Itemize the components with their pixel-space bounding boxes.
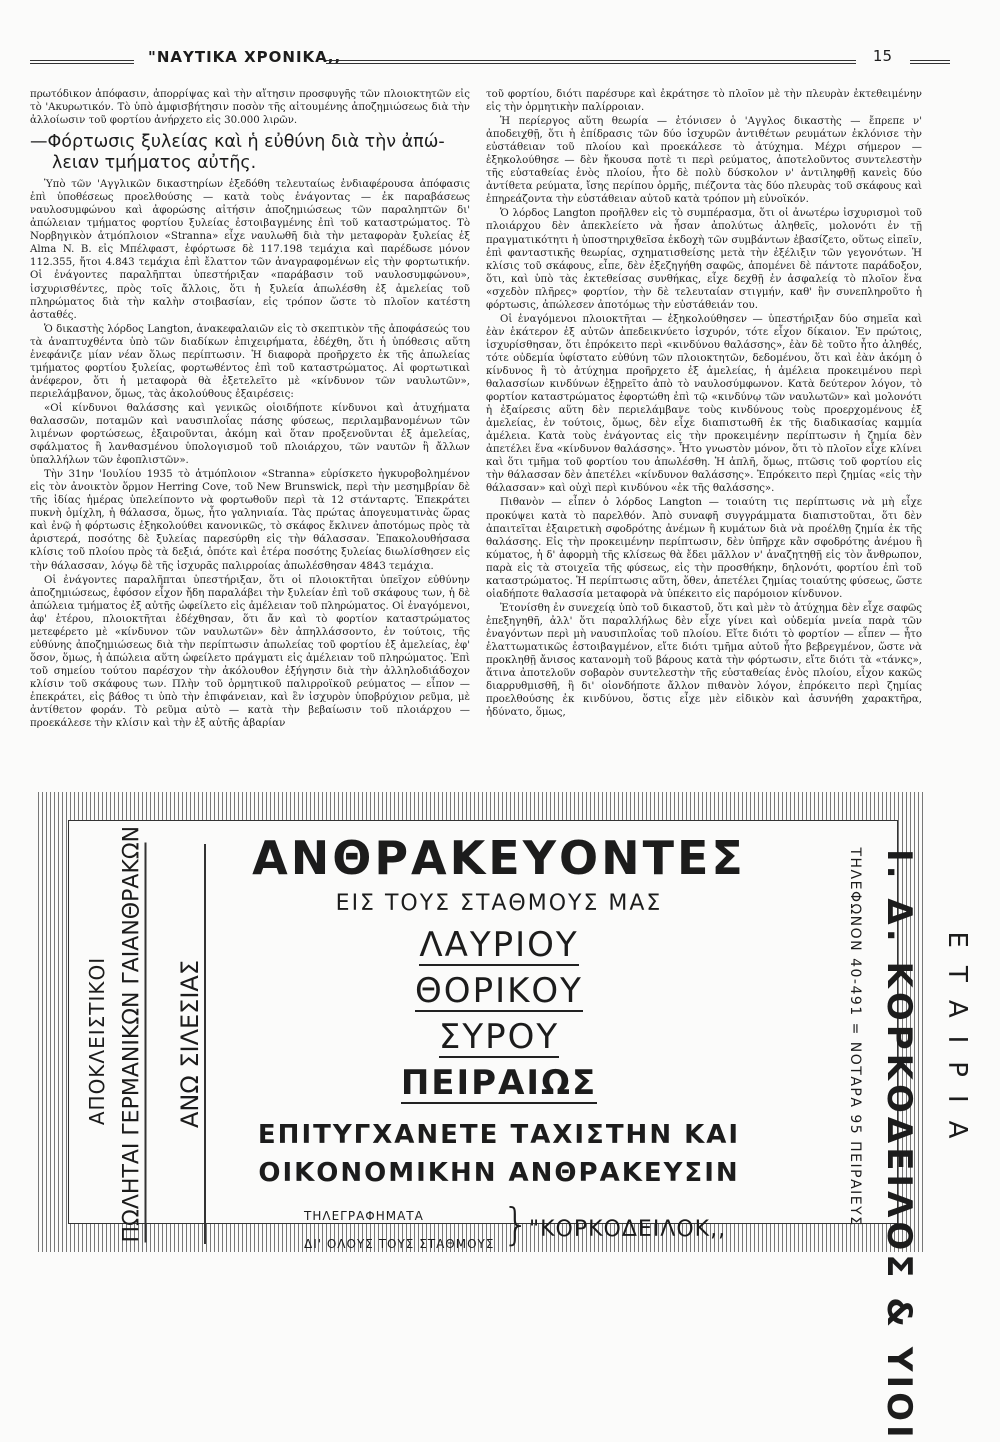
ad-place-1: ΛΑΥΡΙΟΥ xyxy=(419,925,579,965)
left-paragraph-3: «Οἱ κίνδυνοι θαλάσσης καὶ γενικῶς οἱοιδήποτε κίνδυνοι καὶ ἀτυχήματα θαλασσῶν, ποταμῶν καὶ ναυσιπλοΐας πάσης φύσεως, περιλαμβανομένων τῶν λιμένων φορτώσεως, ἐξαιροῦνται, ἀκόμη καὶ ὅταν προξενοῦνται ἐξ ἀμελείας, σφάλματος ἢ λανθασμένου ὑπολογισμοῦ τοῦ πλοιάρχου, τῶν ναυτῶν ἢ ἄλλων ὑπαλλήλων τῶν ἐφοπλιστῶν». xyxy=(30,402,470,467)
ad-left-vertical-2: ΠΩΛΗΤΑΙ ΓΕΡΜΑΝΙΚΩΝ ΓΑΙΑΝΘΡΑΚΩΝ xyxy=(119,825,145,1243)
ad-slogan-2: ΟΙΚΟΝΟΜΙΚΗΝ ΑΝΘΡΑΚΕΥΣΙΝ xyxy=(258,1158,740,1188)
ad-center-block xyxy=(244,821,754,1251)
header-rule-right xyxy=(326,60,856,64)
ad-brace: } xyxy=(502,1199,530,1250)
ad-left-vertical-1: ΑΠΟΚΛΕΙΣΤΙΚΟΙ xyxy=(85,956,109,1126)
left-paragraph-2: Ὁ δικαστὴς λόρδος Langton, ἀνακεφαλαιῶν εἰς τὸ σκεπτικὸν τῆς ἀποφάσεώς του τὰ ἀναπτυχθέντα ὑπὸ τῶν διαδίκων ἐπιχειρήματα, ἐδέχθη, ὅτι ἡ ὑπόθεσις αὕτη ἐνεφάνιζε μίαν νέαν ὅλως περίπτωσιν. Ἡ διαφορὰ προῆρχετο ἐκ τῆς ἀπωλείας τμήματος φορτίου ξυλείας, φορτωθέντος ἐπὶ τοῦ καταστρώματος. Αἱ φορτωτικαὶ ἀνέφερον, ὅτι ἡ μεταφορὰ θὰ ἐξετελεῖτο μὲ «κίνδυνον τῶν ναυλωτῶν», περιελάμβανον, ὅμως, τὰς ἀκολούθους ἐξαιρέσεις: xyxy=(30,323,470,400)
ad-telegram-name: "ΚΟΡΚΟΔΕΙΛΟΚ,, xyxy=(529,1217,727,1242)
left-paragraph-1: Ὑπὸ τῶν 'Αγγλικῶν δικαστηρίων ἐξεδόθη τελευταίως ἐνδιαφέρουσα ἀπόφασις ἐπὶ ὑποθέσεως προελθούσης — κατὰ τοὺς ἐνάγοντας — ἐκ παραβάσεως ναυλοσυμφώνου καὶ ἀφορώσης αἰτήσιν ἀποζημιώσεως τῶν παραληπτῶν δι' ἀπώλειαν τμήματος φορτίου ξυλείας ἐστοιβαγμένης ἐπὶ τοῦ καταστρώματος. Τὸ Νορβηγικὸν ἀτμόπλοιον «Stranna» εἶχε ναυλωθῆ διὰ τὴν μεταφορὰν ξυλείας ἐξ Alma N. B. εἰς Μπέλφαστ, ἐφόρτωσε δὲ 117.198 τεμάχια καὶ παρέδωσε μόνον 112.355, ἤτοι 4.843 τεμάχια ἐπὶ ἔλαττον τῶν ἀναγραφομένων εἰς τὴν φορτωτικήν. Οἱ ἐνάγοντες παραλῆπται ὑπεστήριξαν «παράβασιν τοῦ ναυλοσυμφώνου», ἰσχυρισθέντες, πρὸς τοῖς ἄλλοις, ὅτι ἡ ξυλεία ἀπωλέσθη ἐξ ἀμελείας τοῦ πληρώματος διὰ τὴν καλὴν στοιβασίαν, εἰς τρόπον ὥστε τὸ πλοῖον κατέστη ἀσταθές. xyxy=(30,179,470,321)
left-column xyxy=(30,88,470,731)
ad-slogan-1: ΕΠΙΤΥΓΧΑΝΕΤΕ ΤΑΧΙΣΤΗΝ ΚΑΙ xyxy=(257,1120,741,1150)
ad-place-4: ΠΕΙΡΑΙΩΣ xyxy=(400,1063,598,1103)
ad-telegram-label: ΤΗΛΕΓΡΑΦΗΜΑΤΑ xyxy=(304,1209,424,1223)
left-paragraph-5: Οἱ ἐνάγοντες παραλῆπται ὑπεστήριξαν, ὅτι οἱ πλοιοκτῆται ὑπεῖχον εὐθύνην ἀποζημιώσεως, ἐφόσον εἶχον ἤδη παραλάβει τὴν ξυλείαν ἐπὶ τοῦ σκάφους των, ἡ δὲ ἀπώλεια τμήματος ἐξ αὐτῆς ὠφείλετο εἰς ἀμέλειαν τοῦ πληρώματος. Οἱ ἐναγόμενοι, ἀφ' ἑτέρου, πλοιοκτῆται ἐδέχθησαν, ὅτι ἄν καὶ τὸ φορτίον καταστρώματος μετεφέρετο μὲ «κίνδυνον τῶν ναυλωτῶν» δὲν ἀπηλλάσσοντο, ἐν τούτοις, τῆς εὐθύνης ἀποζημιώσεως διὰ τὴν περίπτωσιν ἀπωλείας τοῦ φορτίου ἐξ ἀμελείας, ἐφ' ὅσον, ὅμως, ἡ ἀπώλεια αὕτη ὠφείλετο πράγματι εἰς ἀμέλειαν τοῦ πληρώματος. Ἐπὶ τοῦ σημείου τούτου παρέσχον τὴν ἀκόλουθον ἐξήγησιν διὰ τὴν ἀλληλοδιάδοχον κλίσιν τοῦ σκάφους των. Πλὴν τοῦ ὁρμητικοῦ παλιρροϊκοῦ ρεύματος — εἶπον — ἐπεκράτει, εἰς βάθος τι ὑπὸ τὴν ἐπιφάνειαν, καὶ ἓν ἰσχυρὸν ὑποβρύχιον ρεῦμα, μὲ ἀντίθετον φοράν. Τὸ ρεῦμα αὐτὸ — κατὰ τὴν βεβαίωσιν τοῦ πλοιάρχου — προεκάλεσε τὴν κλίσιν καὶ τὴν ἐξ αὐτῆς ἀβαρίαν xyxy=(30,574,470,730)
right-paragraph-1: Ἡ περίεργος αὕτη θεωρία — ἐτόνισεν ὁ 'Αγγλος δικαστὴς — ἔπρεπε ν' ἀποδειχθῇ, ὅτι ἡ ἐπίδρασις τῶν δύο ἰσχυρῶν ἀντιθέτων ρευμάτων ἐκλόνισε τὴν εὐστάθειαν τοῦ πλοίου καὶ προεκάλεσε τὸ ἀτύχημα. Μέχρι σήμερον — ἐξηκολούθησε — δὲν ἤκουσα ποτὲ τι περὶ ρεύματος, ἀποτελοῦντος συντελεστὴν τῆς εὐσταθείας ἑνὸς πλοίου, ἦτο δὲ πολὺ δύσκολον ν' ἀντιληφθῇ κανεὶς δύο ἀντίθετα ρεύματα, ἴσης περίπου ὁρμῆς, πιέζοντα τὰς δύο πλευρὰς τοῦ σκάφους καὶ ἐπηρεάζοντα τὴν εὐστάθειαν αὐτοῦ κατὰ τρόπον μὴ εὐνοϊκόν. xyxy=(486,116,922,206)
left-paragraph-4: Τὴν 31ην 'Ιουλίου 1935 τὸ ἀτμόπλοιον «Stranna» εὑρίσκετο ἠγκυροβολημένον εἰς τὸν ἀνοικτὸν ὅρμον Herring Cove, τοῦ New Brunswick, περὶ τὴν μεσημβρίαν δὲ τῆς ἰδίας ἡμέρας ὑπελείποντο νὰ φορτωθοῦν περὶ τὰ 12 στάνταρτς. Ἐπεκράτει πυκνὴ ὁμίχλη, ἡ θάλασσα, ὅμως, ἦτο γαληνιαία. Τὰς πρώτας ἀπογευματινὰς ὥρας καὶ ἐνῷ ἡ φόρτωσις ἐξηκολούθει κανονικῶς, τὸ σκάφος ἔκλινεν ἀποτόμως πρὸς τὰ ἀριστερά, ποσότης δὲ ξυλείας παρεσύρθη εἰς τὴν θάλασσαν. Ἐπακολουθήσασα κλίσις τοῦ πλοίου πρὸς τὰ δεξιά, ὁπότε καὶ ἑτέρα ποσότης ξυλείας διωλίσθησεν εἰς τὴν θάλασσαν, λόγῳ δὲ τῆς ἰσχυρᾶς παλιρροίας ἀπωλέσθησαν 4843 τεμάχια. xyxy=(30,469,470,572)
page-number: 15 xyxy=(872,47,892,65)
right-paragraph-5: Ἐτονίσθη ἐν συνεχείᾳ ὑπὸ τοῦ δικαστοῦ, ὅτι καὶ μὲν τὸ ἀτύχημα δὲν εἶχε σαφῶς ἐπεξηγηθῆ, ἀλλ' ὅτι παραλλήλως δὲν εἶχε γίνει καὶ οὐδεμία μνεία παρὰ τῶν ἐναγόντων περὶ μὴ ναυσιπλοΐας τοῦ πλοίου. Εἴτε διότι τὸ φορτίον — εἶπεν — ἦτο ἐλαττωματικῶς ἐστοιβαγμένον, εἴτε διότι τμῆμα αὐτοῦ ἦτο βεβρεγμένον, ὥστε νὰ προκληθῇ ἄνισος κατανομὴ τοῦ βάρους κατὰ τὴν φόρτωσιν, εἴτε διότι τὰ «τάνκς», ἅτινα ἀποτελοῦν σοβαρὸν συντελεστὴν τῆς εὐσταθείας ἑνὸς πλοίου, εἶχον κακῶς διαρρυθμισθῆ, ἢ δι' οἱονδήποτε ἄλλον πιθανὸν λόγον, ἐπρόκειτο περὶ ζημίας προελθούσης ἐκ κινδύνου, ὅστις εἶχε μὲν εἰδικὸν καὶ ἀσυνήθη χαρακτῆρα, ἠδύνατο, ὅμως, xyxy=(486,602,922,719)
right-paragraph-3: Οἱ ἐναγόμενοι πλοιοκτῆται — ἐξηκολούθησεν — ὑπεστήριξαν δύο σημεῖα καὶ ἐὰν ἑκάτερον ἐξ αὐτῶν ἀπεδεικνύετο ἰσχυρόν, τότε εἶχον δίκαιον. Ἐν πρώτοις, ἰσχυρίσθησαν, ὅτι ἐπρόκειτο περὶ «κινδύνου θαλάσσης», ἐὰν δὲ τοῦτο ἦτο ἀληθές, τότε οὐδεμία ὑφίστατο εὐθύνη τῶν πλοιοκτητῶν, δεδομένου, ὅτι καὶ ἐὰν ἀκόμη ὁ κίνδυνος ἢ τὸ ἀτύχημα προῆρχετο ἐξ ἀμελείας, ἡ ἀμέλεια προκειμένου περὶ θαλασσίων κινδύνων ἐξῃρεῖτο ἀπὸ τὸ ναυλοσύμφωνον. Κατὰ δεύτερον λόγον, τὸ φορτίον καταστρώματος ἐφορτώθη ἐπὶ τῷ «κινδύνῳ τῶν ναυλωτῶν» καὶ μολονότι ἡ ἐξαίρεσις αὕτη δὲν περιελάμβανε τοὺς κινδύνους τοὺς προερχομένους ἐξ ἀμελείας, ἐν τούτοις, ὅμως, δὲν εἶχε διαπιστωθῆ ἐκ τῆς διαδικασίας καμμία ἀμέλεια. Κατὰ τοὺς ἐνάγοντας εἰς τὴν προκειμένην περίπτωσιν ἡ ζημία δὲν ἀπετέλει ἕνα «κίνδυνον θαλάσσης». Ἦτο γνωστὸν μόνον, ὅτι τὸ πλοῖον εἶχε κλίνει καὶ ὅτι τμῆμα τοῦ φορτίου του ἀπωλέσθη. Ἡ ἁπλῆ, ὅμως, πτῶσις τοῦ φορτίου εἰς τὴν θάλασσαν δὲν ἀπετέλει «κίνδυνον θαλάσσης». Ἐπρόκειτο περὶ ζημίας «εἰς τὴν θάλασσαν» καὶ οὐχὶ περὶ κινδύνου «ἐκ τῆς θαλάσσης». xyxy=(486,313,922,495)
masthead: "ΝΑΥΤΙΚΑ ΧΡΟΝΙΚΑ,, xyxy=(148,48,342,66)
ad-headline: ΑΝΘΡΑΚΕΥΟΝΤΕΣ xyxy=(252,831,746,885)
ad-left-vertical-3: ΑΝΩ ΣΙΛΕΣΙΑΣ xyxy=(176,844,206,1244)
coal-advertisement xyxy=(38,792,972,1442)
page-header xyxy=(30,47,950,72)
ad-subheadline: ΕΙΣ ΤΟΥΣ ΣΤΑΘΜΟΥΣ ΜΑΣ xyxy=(335,891,663,916)
heading-line-2: λειαν τμήματος αὐτῆς. xyxy=(52,153,257,174)
ad-right-vertical-3: ΕΤΑΙΡΙΑ xyxy=(942,931,972,1157)
left-intro: πρωτόδικον ἀπόφασιν, ἀπορρίψας καὶ τὴν αἴτησιν προσφυγῆς τῶν πλοιοκτητῶν εἰς τὸ 'Ακυρωτικόν. Τὸ ὑπὸ ἀμφισβήτησιν ποσὸν τῆς αἰτουμένης ἀποζημιώσεως διὰ τὴν ἀλλοίωσιν τοῦ φορτίου ἀνήρχετο εἰς 30.000 λιρῶν. xyxy=(30,89,470,127)
right-paragraph-4: Πιθανὸν — εἶπεν ὁ λόρδος Langton — τοιαύτη τις περίπτωσις νὰ μὴ εἶχε προκύψει κατὰ τὸ παρελθόν. Ἀπὸ συναφῆ συγγράμματα διαπιστοῦται, ὅτι δὲν ἀπαιτεῖται ἐξαιρετικὴ σφοδρότης ἀνέμων ἢ κυμάτων διὰ νὰ προέλθῃ ζημία ἐκ τῆς θαλάσσης. Εἰς τὴν προκειμένην περίπτωσιν, δὲν ὑπῆρχε κἂν σφοδρότης ἀνέμου ἢ κύματος, ἡ δ' ἀφορμὴ τῆς κλίσεως θὰ ἔδει μᾶλλον ν' ἀναζητηθῇ εἰς τὸν ἄνθρωπον, παρὰ εἰς τὰ στοιχεῖα τῆς φύσεως, εἰς τὴν προσθήκην, δηλονότι, φορτίου ἐπὶ τοῦ καταστρώματος. Ἡ περίπτωσις αὕτη, ὅθεν, ἀπετέλει ζημίας τοιαύτης φύσεως, ὥστε οἱαδήποτε θαλασσία μεταφορὰ νὰ ὑπέκειτο εἰς παρόμοιον κίνδυνον. xyxy=(486,497,922,600)
header-rule-end xyxy=(910,60,950,64)
header-rule-left xyxy=(30,60,134,64)
ad-place-2: ΘΟΡΙΚΟΥ xyxy=(415,971,583,1011)
ad-right-vertical-2: Ι. Δ. ΚΟΡΚΟΔΕΙΛΟΣ & ΥΙΟΙ xyxy=(879,849,919,1442)
ad-panel xyxy=(68,820,972,1442)
ad-right-vertical-1: ΤΗΛΕΦΩΝΟΝ 40-491 = ΝΟΤΑΡΑ 95 ΠΕΙΡΑΙΕΥΣ xyxy=(847,847,863,1227)
ad-place-3: ΣΥΡΟΥ xyxy=(438,1017,560,1057)
right-paragraph-2: Ὁ λόρδος Langton προῆλθεν εἰς τὸ συμπέρασμα, ὅτι οἱ ἀνωτέρω ἰσχυρισμοὶ τοῦ πλοιάρχου δὲν ἀπεκλείετο νὰ ἦσαν ἀπολύτως ἀληθεῖς, μολονότι ἐν τῇ πραγματικότητι ἡ ὑποστηριχθεῖσα ἐκδοχὴ τῶν συμβάντων ἐβασίζετο, οὕτως εἰπεῖν, ἐπὶ φανταστικῆς θεωρίας, σχηματισθείσης μετὰ τὴν ἐξέλιξιν τῶν γεγονότων. Ἡ κλίσις τοῦ σκάφους, εἶπε, δὲν ἐξεζηγήθη σαφῶς, ἀπομένει δὲ πάντοτε παράδοξον, ὅτι, καὶ ὑπὸ τὰς ἐκτεθείσας συνθήκας, εἶχε δεχθῇ ἐν ἀσφαλείᾳ τὸ πλοῖον ἕνα «σχεδὸν πλῆρες» φορτίον, τὴν δὲ τελευταίαν στιγμήν, καθ' ἣν συνεπληροῦτο ἡ φόρτωσις, ἀπώλεσεν ἀποτόμως τὴν εὐστάθειάν του. xyxy=(486,208,922,311)
right-intro: τοῦ φορτίου, διότι παρέσυρε καὶ ἐκράτησε τὸ πλοῖον μὲ τὴν πλευρὰν ἐκτεθειμένην εἰς τὴν ὁρμητικὴν παλίρροιαν. xyxy=(486,89,922,114)
ad-telegram-note: ΔΙ' ΟΛΟΥΣ ΤΟΥΣ ΣΤΑΘΜΟΥΣ xyxy=(304,1237,495,1251)
article-heading xyxy=(30,132,470,174)
right-column xyxy=(486,88,922,720)
heading-line-1: —Φόρτωσις ξυλείας καὶ ἡ εὐθύνη διὰ τὴν ἀπώ- xyxy=(30,132,445,153)
